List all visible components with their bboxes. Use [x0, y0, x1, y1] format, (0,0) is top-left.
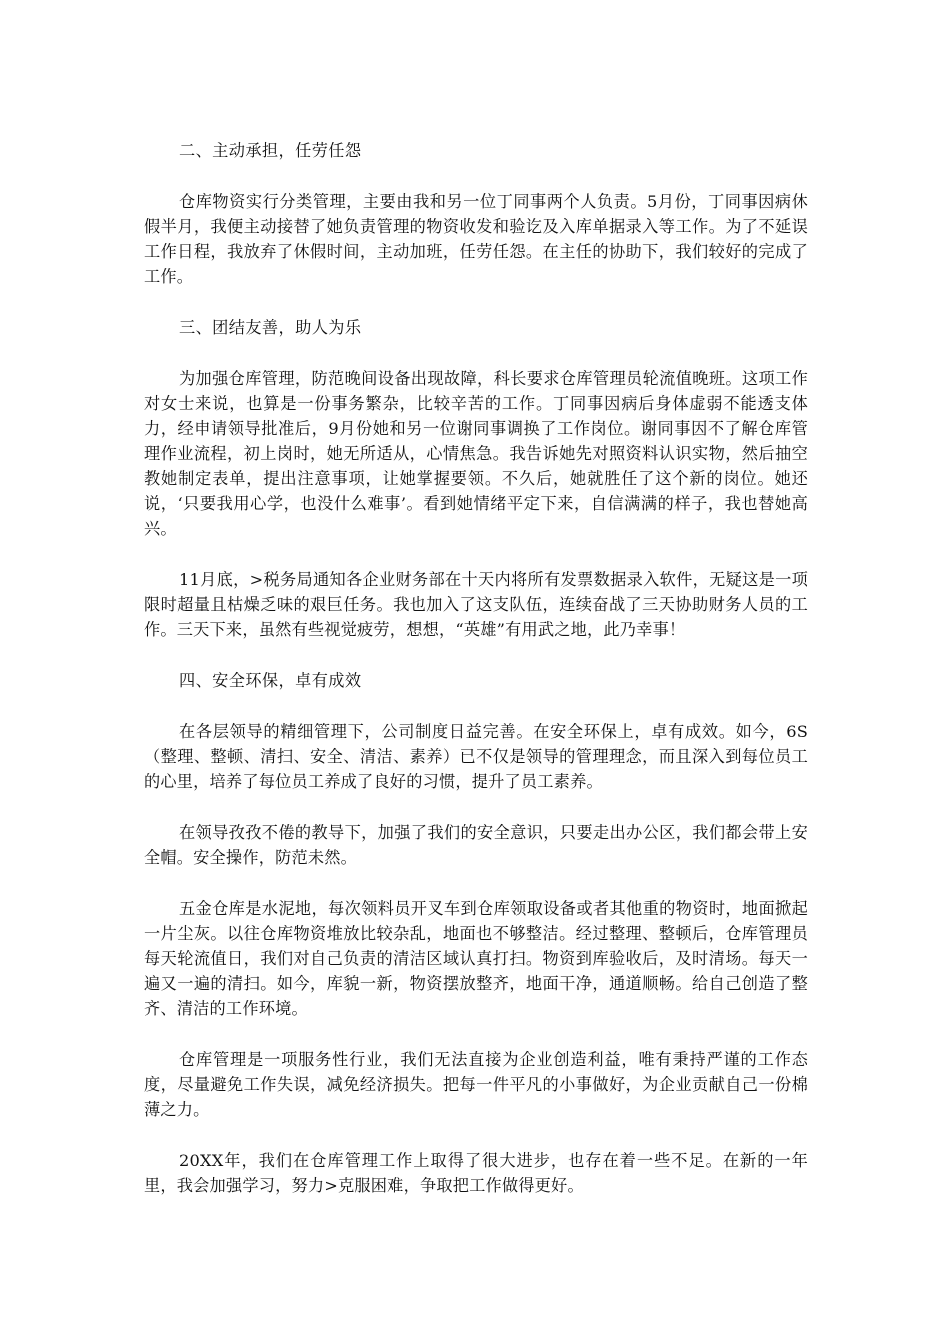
paragraph-year-summary: 20XX年，我们在仓库管理工作上取得了很大进步，也存在着一些不足。在新的一年里，我会加强学习，努力>克服困难，争取把工作做得更好。: [144, 1151, 808, 1195]
paragraph-night-shift: 为加强仓库管理，防范晚间设备出现故障，科长要求仓库管理员轮流值晚班。这项工作对女士来说，也算是一份事务繁杂，比较辛苦的工作。丁同事因病后身体虚弱不能透支体力，经申请领导批准后，9月份她和另一位谢同事调换了工作岗位。谢同事因不了解仓库管理作业流程，初上岗时，她无所适从，心情焦急。我告诉她先对照资料认识实物，然后抽空教她制定表单，提出注意事项，让她掌握要领。不久后，她就胜任了这个新的岗位。她还说，‘只要我用心学，也没什么难事’。看到她情绪平定下来，自信满满的样子，我也替她高兴。: [144, 369, 808, 538]
section-heading-2: 二、主动承担，任劳任怨: [179, 141, 362, 160]
section-heading-4: 四、安全环保，卓有成效: [179, 671, 362, 690]
document-body: [144, 138, 808, 1224]
paragraph-invoice-task: 11月底，>税务局通知各企业财务部在十天内将所有发票数据录入软件，无疑这是一项限时超量且枯燥乏味的艰巨任务。我也加入了这支队伍，连续奋战了三天协助财务人员的工作。三天下来，虽然有些视觉疲劳，想想，“英雄”有用武之地，此乃幸事！: [144, 570, 808, 639]
paragraph-hardware-warehouse: 五金仓库是水泥地，每次领料员开叉车到仓库领取设备或者其他重的物资时，地面掀起一片尘灰。以往仓库物资堆放比较杂乱，地面也不够整洁。经过整理、整顿后，仓库管理员每天轮流值日，我们对自己负责的清洁区域认真打扫。物资到库验收后，及时清场。每天一遍又一遍的清扫。如今，库貌一新，物资摆放整齐，地面干净，通道顺畅。给自己创造了整齐、清洁的工作环境。: [144, 899, 808, 1018]
paragraph-6s-management: 在各层领导的精细管理下，公司制度日益完善。在安全环保上，卓有成效。如今，6S（整理、整顿、清扫、安全、清洁、素养）已不仅是领导的管理理念，而且深入到每位员工的心里，培养了每位员工养成了良好的习惯，提升了员工素养。: [144, 722, 808, 791]
paragraph-safety-awareness: 在领导孜孜不倦的教导下，加强了我们的安全意识，只要走出办公区，我们都会带上安全帽。安全操作，防范未然。: [144, 823, 808, 867]
paragraph-service-industry: 仓库管理是一项服务性行业，我们无法直接为企业创造利益，唯有秉持严谨的工作态度，尽量避免工作失误，减免经济损失。把每一件平凡的小事做好，为企业贡献自己一份棉薄之力。: [144, 1050, 808, 1119]
section-heading-3: 三、团结友善，助人为乐: [179, 318, 362, 337]
paragraph-warehouse-responsibility: 仓库物资实行分类管理，主要由我和另一位丁同事两个人负责。5月份，丁同事因病休假半月，我便主动接替了她负责管理的物资收发和验讫及入库单据录入等工作。为了不延误工作日程，我放弃了休假时间，主动加班，任劳任怨。在主任的协助下，我们较好的完成了工作。: [144, 192, 808, 286]
